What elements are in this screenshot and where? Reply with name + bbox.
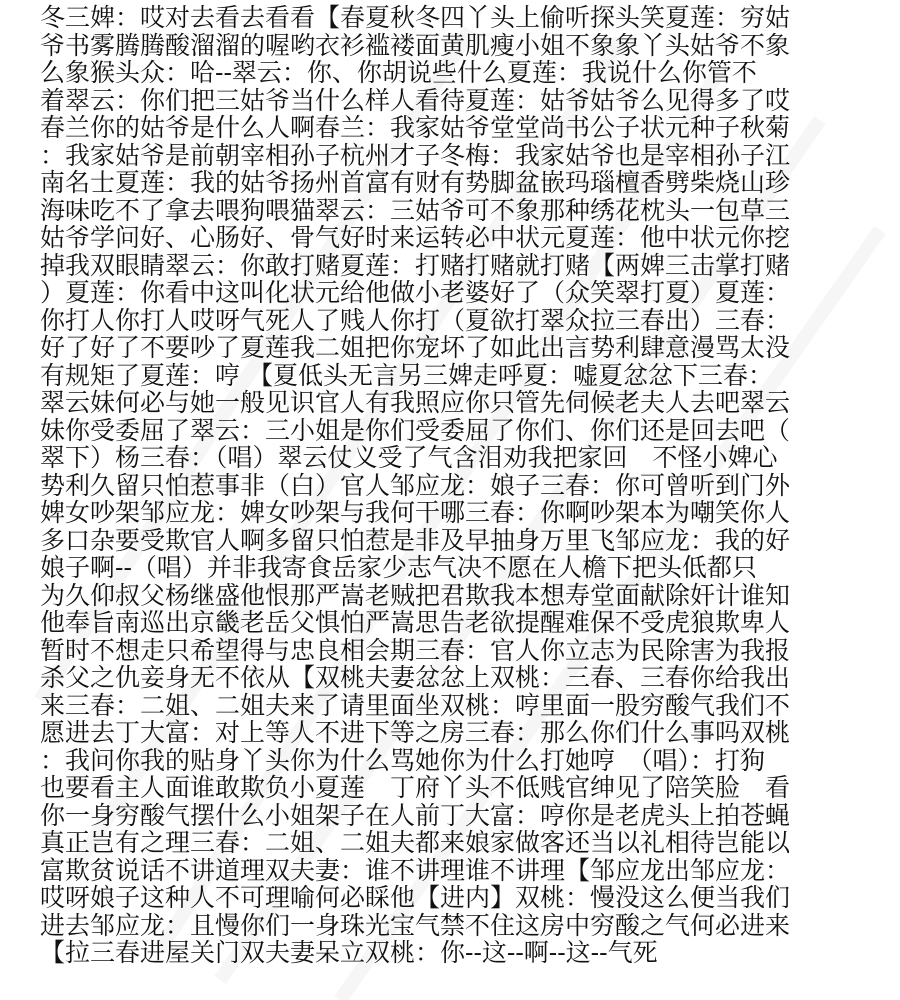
text-line: 他奉旨南巡出京畿老岳父惧怕严嵩思告老欲提醒难保不受虎狼欺卑人: [40, 608, 791, 637]
text-line: 冬三婢：哎对去看去看看【春夏秋冬四丫头上偷听探头笑夏莲：穷姑: [40, 3, 791, 32]
text-line: 进去邹应龙：且慢你们一身珠光宝气禁不住这房中穷酸之气何必进来: [40, 910, 791, 940]
text-line: 么象猴头众：哈--翠云：你、你胡说些什么夏莲：我说什么你管不: [40, 58, 757, 87]
text-line: ）夏莲：你看中这叫化状元给他做小老婆好了（众笑翠打夏）夏莲：: [40, 278, 791, 307]
text-line: 愿进去丁大富：对上等人不进下等之房三春：那么你们什么事吗双桃: [40, 718, 791, 747]
text-line: 姑爷学问好、心肠好、骨气好时来运转必中状元夏莲：他中状元你挖: [40, 223, 791, 252]
text-line: 哎呀娘子这种人不可理喻何必睬他【进内】双桃：慢没这么便当我们: [40, 883, 791, 912]
text-line: 好了好了不要吵了夏莲我二姐把你宠坏了如此出言势利肆意漫骂太没: [40, 333, 791, 362]
text-line: 为久仰叔父杨继盛他恨那严嵩老贼把君欺我本想寿堂面献除奸计谁知: [40, 580, 791, 610]
text-line: 也要看主人面谁敢欺负小夏莲 丁府丫头不低贱官绅见了陪笑脸 看: [40, 773, 791, 802]
text-line: 你打人你打人哎呀气死人了贱人你打（夏欲打翠众拉三春出）三春：: [40, 305, 791, 335]
text-line: ：我问你我的贴身丫头你为什么骂她你为什么打她哼 （唱）：打狗: [40, 745, 766, 775]
text-line: 妹你受委屈了翠云：三小姐是你们受委屈了你们、你们还是回去吧（: [40, 415, 791, 445]
text-line: 婢女吵架邹应龙：婢女吵架与我何干哪三春：你啊吵架本为嘲笑你人: [40, 498, 791, 527]
text-line: 暂时不想走只希望得与忠良相会期三春：官人你立志为民除害为我报: [40, 635, 791, 665]
text-line: ：我家姑爷是前朝宰相孙子杭州才子冬梅：我家姑爷也是宰相孙子江: [40, 140, 791, 170]
text-line: 杀父之仇妾身无不依从【双桃夫妻忿忿上双桃：三春、三春你给我出: [40, 663, 791, 692]
text-line: 海味吃不了拿去喂狗喂猫翠云：三姑爷可不象那种绣花枕头一包草三: [40, 195, 791, 225]
text-line: 你一身穷酸气摆什么小姐架子在人前丁大富：哼你是老虎头上拍苍蝇: [40, 800, 791, 830]
text-line: 势利久留只怕惹事非（白）官人邹应龙：娘子三春：你可曾听到门外: [40, 470, 791, 500]
text-line: 南名士夏莲：我的姑爷扬州首富有财有势脚盆嵌玛瑙檀香劈柴烧山珍: [40, 168, 791, 197]
text-line: 【拉三春进屋关门双夫妻呆立双桃：你--这--啊--这--气死: [40, 938, 658, 967]
text-line: 真正岂有之理三春：二姐、二姐夫都来娘家做客还当以礼相待岂能以: [40, 828, 791, 857]
script-text: [40, 4, 880, 967]
text-line: 春兰你的姑爷是什么人啊春兰：我家姑爷堂堂尚书公子状元种子秋菊: [40, 113, 791, 142]
text-line: 娘子啊--（唱）并非我寄食岳家少志气决不愿在人檐下把头低都只: [40, 553, 757, 582]
text-line: 翠云妹何必与她一般见识官人有我照应你只管先伺候老夫人去吧翠云: [40, 388, 791, 417]
text-line: 翠下）杨三春：（唱）翠云仗义受了气含泪劝我把家回 不怪小婢心: [40, 443, 778, 472]
text-line: 爷书雾腾腾酸溜溜的喔哟衣衫褴褛面黄肌瘦小姐不象象丫头姑爷不象: [40, 30, 791, 60]
text-line: 富欺贫说话不讲道理双夫妻：谁不讲理谁不讲理【邹应龙出邹应龙：: [40, 855, 791, 885]
text-line: 掉我双眼睛翠云：你敢打赌夏莲：打赌打赌就打赌【两婢三击掌打赌: [40, 250, 791, 280]
text-line: 有规矩了夏莲：哼 【夏低头无言另三婢走呼夏：嘘夏忿忿下三春：: [40, 360, 773, 390]
text-line: 来三春：二姐、二姐夫来了请里面坐双桃：哼里面一股穷酸气我们不: [40, 690, 791, 720]
text-line: 多口杂要受欺官人啊多留只怕惹是非及早抽身万里飞邹应龙：我的好: [40, 525, 791, 555]
text-line: 着翠云：你们把三姑爷当什么样人看待夏莲：姑爷姑爷么见得多了哎: [40, 85, 791, 115]
